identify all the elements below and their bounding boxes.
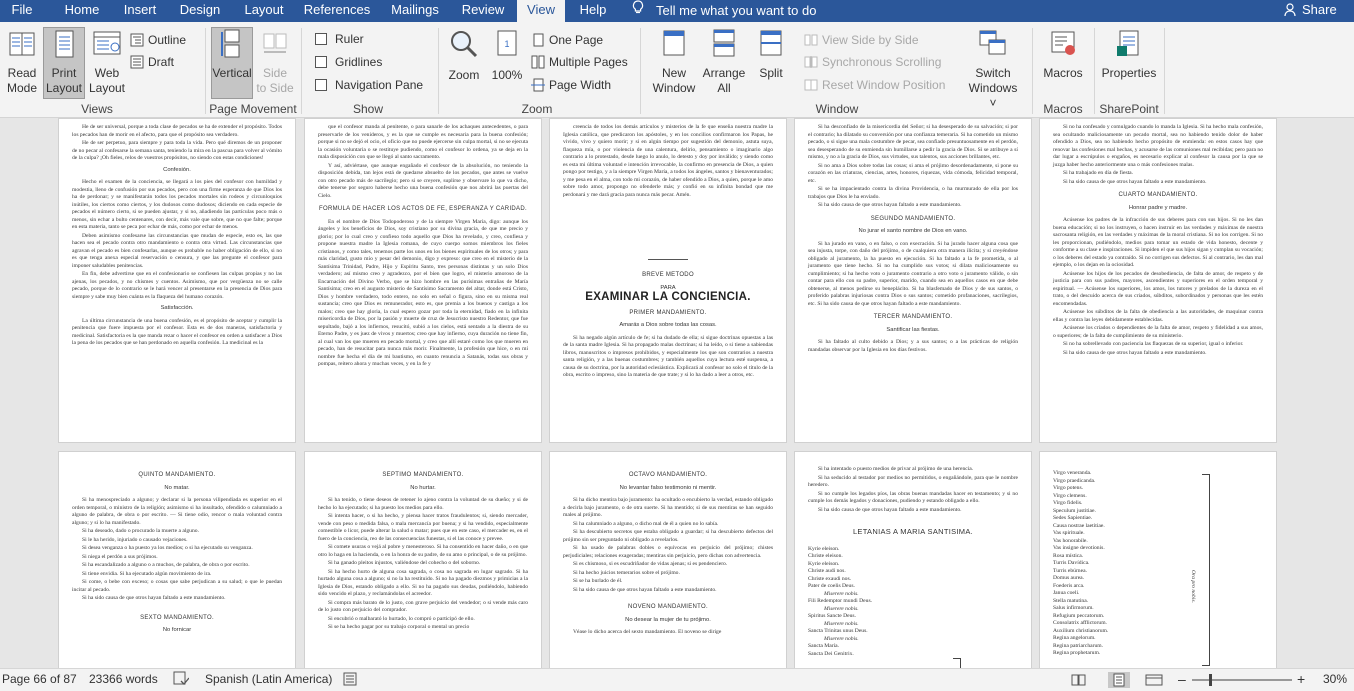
page-text: Si ha desconfiado de la misericordia del Señor; si ha desesperado de su salvación; si por el contrario; ha dilatado su conversión por una confianza temeraria. Si ha cometido un mismo pecado, o si sigue una mala costumbre de pecar, sea confiado presuntuosamente en el perdón, sea desesperando de su enmienda sin humillarse a pedir la gracia de Dios. Si se atribuye a sí mismo, y no a la gracia de Dios, sus virtudes, sus talentos, sus acciones brillantes, etc. Si no ama a Dios sobre todas las cosas; si ama el prójimo desordenadamente, si pone su corazón en las criaturas, ciencias, artes, honores, riquezas, vida cómoda, felicidad temporal, etc. Si se ha impacientado contra la divina Providencia, o ha murmurado de ella por los trabajos que Dios le ha enviado. Si ha sido causa de que otros hayan faltado a este mandamiento. SEGUNDO MANDAMIENTO. No jurar el santo nombre de Dios en vano. Si ha jurado en vano, o en falso, o con execración. Si ha jurado hacer alguna cosa que sea injusta, torpe, con daño del prójimo, o de cualquiera otra manera ilícita; y si creyéndose obligado al juramento, la ha puesto en ejecución. Si ha faltado a la fe prometida, o al juramento que tiene hecho. Si no ha cumplido sus votos; si dilata maliciosamente su cumplimiento; si ha hecho voto o juramento contrario a otro voto o juramento válido, o sin contar para ello con su padre, superior, marido, cuando sea en aquellos casos en que debe obtenerse, al menos pedirse su beneplácito. Si ha blasfemado de Dios y de sus santos, o proferido palabras injuriosas contra Dios o sus santos; cometido profanaciones, sacrilegios, etc. Si ha sido causa de que otros hayan faltado a este mandamiento. TERCER MANDAMIENTO. Santificar las fiestas. Si ha faltado al culto debido a Dios; y a sus santos; o a las prácticas de religión mandadas observar por la Iglesia en los días festivos.	[808, 124, 1018, 353]
zoom-slider[interactable]	[1192, 679, 1292, 681]
document-page[interactable]	[58, 451, 296, 668]
new-window-button[interactable]	[648, 28, 700, 100]
side-to-side-label-1: Side	[262, 66, 288, 80]
language-indicator[interactable]: Spanish (Latin America)	[205, 672, 333, 686]
zoom-out-icon[interactable]: –	[1178, 671, 1186, 687]
web-layout-view-icon[interactable]	[1143, 672, 1165, 688]
svg-text:1: 1	[504, 39, 510, 49]
read-mode-view-icon[interactable]	[1068, 672, 1090, 688]
tab-home[interactable]: Home	[64, 2, 100, 17]
divider	[438, 28, 439, 114]
page-text: que el confesor manda al penitente, o para sanarle de los achaques antecedentes, o para preservarle de los venideros, y es la que se cumple es necesaria para la buena confesión; porque si no se dejó el ocio, el oficio que no puede ejercerse sin culpa mortal, si no se ejecuta la ocasión voluntaria o se restituye pudiendo, como el confesor lo ordena, ya se deja en la mala disposición con que se llegó al santo sacramento. Y así, adviértase, que aunque engañado el confesor de la absolución, no teniendo la disposición debida, tan lejos está de quedarse absuelto de los pecados, que antes se vuelve con otro pecado más de sacrilegio; pero si se creyere, suplirse y observare lo que va dicho, debe tenerse por seguro haberse hecho una buena confesión que nos abrirá las puertas del Cielo. FORMULA DE HACER LOS ACTOS DE FE, ESPERANZA Y CARIDAD. En el nombre de Dios Todopoderoso y de la siempre Virgen María, digo: aunque los ángeles y los beneficios de Dios, soy cristiano por su divina gracia, de que me precio y glorio; por lo cual creo y confieso todo aquello que Dios ha revelado, y creo, confiesa y propone nuestra madre la Iglesia romana, de cuyo cuerpo somos miembros los fieles cristianos, y como tales, tenemos parte los unos en los bienes espirituales de los otros; y para más claridad, gusto mío y pesar del demonio, digo y expreso: que creo en el misterio de la Santísima Trinidad, Padre, Hijo y Espíritu Santo, tres personas distintas y un solo Dios verdadero; así mismo creo y agradezco, por el bien que logro, el misterio amoroso de la Encarnación del Divino Verbo, que se hizo hombre en las purísimas entrañas de María Santísima; creo en el augusto misterio de Santísimo Sacramento del altar, donde está Cristo, Dios y hombre verdadero, todo entero, no solo en señal o figura, sino en su misma real sustancia; creo que Dios es remunerador, esto es, que premia a los buenos y castiga a los malos; creo que hay gloria, la cual espero gozar por toda la eternidad, fiado en la infinita misericordia de Dios, por la pasión y muerte de cruz de Jesucristo nuestro Redentor, que fue sepultado, bajó a los infiernos, resucitó, subió a los cielos, está sentado a la diestra de su Eterno Padre, y es juez de vivos y muertos; creo que hay infierno, cuya duración no tiene fin, al cual van los que mueren en pecado mortal, y creo que allí estaré como los que mueren en pecado, han de resucitar para nunca más morir. Finalmente, la profesión que hice, o en mí nombre fue hecha el día de mi bautismo, en cuanto renuncia a Satanás, todas sus obras y pompas, reitero ahora y muchas veces, y en la fe y	[318, 124, 528, 367]
multiple-pages-icon	[531, 55, 545, 69]
view-side-by-side-label: View Side by Side	[822, 33, 919, 47]
draft-button[interactable]	[130, 52, 174, 72]
macros-button[interactable]	[1040, 28, 1086, 100]
arrange-all-button[interactable]	[700, 28, 748, 100]
multiple-pages-button[interactable]	[531, 52, 628, 72]
one-page-button[interactable]	[531, 30, 603, 50]
ora-pro-nobis-note: Ora pro nobis.	[1190, 570, 1196, 603]
properties-button[interactable]	[1100, 28, 1158, 100]
page-width-button[interactable]	[531, 75, 611, 95]
switch-windows-button[interactable]	[966, 28, 1020, 110]
arrange-all-icon	[700, 28, 748, 64]
print-layout-icon	[44, 28, 84, 64]
word-count[interactable]: 23366 words	[89, 672, 158, 686]
status-bar	[0, 668, 1354, 691]
tab-file[interactable]: File	[11, 2, 33, 17]
tab-references[interactable]: References	[303, 2, 371, 17]
gridlines-checkbox[interactable]	[315, 52, 382, 72]
litany-list: Kyrie eleison. Christe eleison. Kyrie eleison. Christe audi nos. Christe exaudi nos. Pater de coelis Deus. Miserere nobis. Fili Redemptor mundi Deus. Miserere nobis. Spiritus Sancte Deus. Miserere nobis. Sancta Trinitas unus Deus. Miserere nobis. Sancta María. Sancta Dei Genitrix.	[808, 545, 873, 657]
page-text: SEPTIMO MANDAMIENTO. No hurtar. Si ha tenido, o tiene deseos de retener lo ajeno contra la voluntad de su dueño; y si de hecho lo ha ejecutado; si ha puesto los medios para ello. Si intenta hacer, o si ha hecho, y piensa hacer tratos fraudulentos; si, siendo mercader, vende con peso o medida falsa, o mala mercancía por buena; y si ha vendido, especialmente comestible o licor, puede alterar la salud o matar; pues que en este caso, el mercader es, en el fuero de la conciencia, reo de las consecuencias funestas, si el las conoce y prevee. Si comete usuras o vejá al pobre y menesteroso. Si ha consentido en hacer daño, o en que otro lo haga en la hacienda, o en la honra de su padre, de su amo o principal, o de su prójimo. Si ha ganado pleitos injustos, valiéndose del cohecho o del soborno. Si ha hecho hurto de alguna cosa sagrada, o cosa no sagrada en lugar sagrado. Si ha hurtado alguna cosa a alguno; si no la ha restituido. Si no ha pagado diezmos y primicias a la Iglesia de Dios, estando obligado a ello. Si no ha pagado sus deudas, pudiéndolo, habiendo sido vencido el plazo, y reclamándolas el acreedor. Si compra más barato de lo justo, con grave perjuicio del vendedor; o si vende más caro de lo justo con perjuicio del comprador. Si encubrió o malbarató lo hurtado, lo compró o participó de ello. Si se ha hecho pagar por su trabajo corporal o mental un precio	[318, 472, 528, 630]
reset-window-position-button[interactable]	[804, 75, 945, 95]
show-group-label: Show	[352, 102, 384, 116]
divider	[301, 28, 302, 114]
tab-layout[interactable]: Layout	[244, 2, 284, 17]
divider	[1094, 28, 1095, 114]
gridlines-label: Gridlines	[335, 55, 383, 69]
macros-label: Macros	[1043, 66, 1083, 80]
tab-review[interactable]: Review	[461, 2, 505, 17]
zoom-group-label: Zoom	[521, 102, 553, 116]
split-label: Split	[759, 66, 783, 80]
document-page[interactable]	[1039, 451, 1277, 668]
tab-mailings[interactable]: Mailings	[391, 2, 439, 17]
tell-me-label: Tell me what you want to do	[656, 3, 817, 18]
side-to-side-icon	[256, 28, 294, 64]
ruler-checkbox[interactable]	[315, 29, 364, 49]
zoom-100-label: 100%	[491, 68, 523, 82]
document-page[interactable]	[1039, 118, 1277, 443]
document-page[interactable]	[794, 118, 1032, 443]
reset-window-position-label: Reset Window Position	[822, 78, 946, 92]
divider	[1164, 28, 1165, 114]
read-mode-label-1: Read	[7, 66, 37, 80]
print-layout-button[interactable]	[43, 27, 85, 99]
bracket	[1202, 474, 1210, 666]
page-text	[1053, 470, 1263, 658]
tab-help[interactable]: Help	[579, 2, 607, 17]
tab-view[interactable]: View	[517, 0, 565, 24]
zoom-100-icon	[489, 28, 525, 66]
page-text: creencia de todos los demás artículos y misterios de la fe que enseña nuestra madre la Iglesia católica, que predicaron los apóstoles, y en los concilios confirmaron los Papas, he vivido, vivo y quiero morir; y si en algún tiempo por sugestión del demonio, astuta suya, flaqueza mía, o por violencia de una calentura, delirio, pensamiento o imaginario algo contrario a lo protestado, desde luego lo anulo, lo detesto y doy por inválido; y siendo como es esta mi última voluntad e intención irrevocable, la confirmo en presencia de Dios, a quien pongo por testigo, y a la siempre Virgen María, a todos los ángeles, santos y bienaventurados; y me pesa en el alma, con todo mi corazón, de haber ofendido a Dios, a quien, porque le amo sobre todo amor, propongo no ofenderle más; y confió en su infinita bondad que me perdonará y me dará gracia para nunca más pecar. Amén. BREVE METODO PARA EXAMINAR LA CONCIENCIA. PRIMER MANDAMIENTO. Amarás a Dios sobre todas las cosas. Si ha negado algún artículo de fe; si ha dudado de ella; si sigue doctrinas opuestas a las de la santa madre Iglesia. Si ha propagado malas doctrinas; si ha leído, o si tiene a sabiendas libros, manuscritos o impresos prohibidos, y especialmente los que son contrarios a nuestra santa religión, y a las buenas costumbres; y también aquellos cuya lectura esté suspensa, a causa de su doctrina, por la autoridad eclesiástica. Explicará al confesor no solo el título de la obra, escrito o impreso, sino la materia de que trate; y si lo ha dado a leer a otros, etc.	[563, 124, 773, 378]
split-button[interactable]	[752, 28, 790, 100]
vertical-button[interactable]	[211, 27, 253, 99]
page-text: He de ser universal, porque a toda clase de pecados se ha de extender el propósito. Todos los pecados han de morir en el afecto, para que el propósito sea verdadero. He de ser perpetuo, para siempre y para toda la vida. Pero qué diremos de un proponer de no pecar al confesarse la semana santa, teniendo la mira en la pascua para volver al vómito de la culpa? ¡Oh fieles, relos de vuestros propósitos, no siendo con estas condiciones! Confesión. Hecho el examen de la conciencia, se llegará a los pies del confesor con humildad y modestia, lleno de confusión por sus pecados, pero con una firme esperanza de que Dios los ha de perdonar; y se manifestarán todos los pecados mortales sin rodeos y circunloquios inútiles, los ciertos como ciertos, y los dudosos como dudosos; diciendo en cada especie de pecados el número cierto, si se pueden ajustar, y si no, añadiendo las partículas poco más o menos, sin echar a bulto centenares, con decir, más vale que sobre, que no que falte; porque en esta materia, tanto se peca por echar de más, como por echar de menos. Deben asimismo confesarse las circunstancias que mudan de especie, esto es, las que hacen sea el pecado contra otro mandamiento o contra otra virtud. Las circunstancias que agravan el pecado es bien confesarlas, aunque es probable no haber obligación de ello, si no es que tenga anexa especial reservación o censura, y que las pregunte el confesor para imponer saludables penitencias. En fin, debe advertirse que en el confesionario se confiesen las culpas propias y no las ajenas, los pecados, y no chismes y cuentos. Asimismo, que por vergüenza no se calle pecado, porque de lo contrario se le hará vencer al presentarse en la presencia de Dios para siempre y sabe muy bien cuánta es la flaqueza del humano corazón. Satisfacción. La última circunstancia de una buena confesión, es el propósito de aceptar y cumplir la penitencia que fuere impuesta por el confesor. Esta es de dos maneras, satisfactoria y medicinal. Satisfactoria es la que manda rezar o hacer el confesor en orden a satisfacer a Dios la pena de los pecados que se han perdonado en aquella confesión. La medicinal es la	[72, 124, 282, 346]
person-icon	[1284, 2, 1298, 22]
arrange-all-label-1: Arrange	[702, 66, 746, 80]
macros-icon	[1040, 28, 1086, 64]
divider	[1032, 28, 1033, 114]
print-layout-label-2: Layout	[45, 81, 83, 95]
switch-windows-icon	[966, 28, 1020, 64]
one-page-icon	[531, 33, 545, 47]
outline-icon	[130, 33, 144, 47]
new-window-label-1: New	[661, 66, 686, 80]
ribbon-tab-bar	[0, 0, 1354, 22]
zoom-level[interactable]: 30%	[1323, 672, 1348, 686]
bracket	[953, 658, 961, 668]
draft-icon	[130, 55, 144, 69]
multiple-pages-label: Multiple Pages	[549, 55, 628, 69]
vertical-icon	[212, 28, 252, 64]
new-window-label-2: Window	[652, 81, 696, 95]
zoom-button[interactable]	[444, 28, 484, 100]
synchronous-scrolling-label: Synchronous Scrolling	[822, 55, 942, 69]
document-page[interactable]	[549, 451, 787, 668]
lightbulb-icon	[630, 0, 646, 21]
web-layout-icon	[88, 28, 126, 64]
views-group-label: Views	[81, 102, 113, 116]
properties-icon	[1100, 28, 1158, 64]
sync-scroll-icon	[804, 55, 818, 69]
vertical-label: Vertical	[212, 66, 252, 80]
view-side-by-side-button[interactable]	[804, 30, 919, 50]
side-to-side-label-2: to Side	[256, 81, 294, 95]
macros-group-label: Macros	[1043, 102, 1083, 116]
synchronous-scrolling-button[interactable]	[804, 52, 941, 72]
document-page[interactable]	[304, 118, 542, 443]
page-text: Si no ha confesado y comulgado cuando lo manda la Iglesia. Si ha hecho mala confesión, sea ocultando maliciosamente un pecado mortal, sea no habiendo tenido dolor de haber ofendido a Dios, sea no habiendo hecho propósito de enmienda: en estos casos hay que renovar las confesiones mal hechas, y acusarse de las comuniones mal recibidas; pero para no dar lugar a escrúpulos o engaños, es necesario explicar al confesor la causa por la que se juzga haber hecho anteriormente una o más confesiones malas. Si ha trabajado en día de fiesta. Si ha sido causa de que otros hayan faltado a este mandamiento. CUARTO MANDAMIENTO. Honrar padre y madre. Acúsense los padres de la infracción de sus deberes para con sus hijos. Si no les dan buena educación; si no los instruyen, o hacen instruir en las verdades y máximas de nuestra sacrosanta religión, en las verdades y máximas de la moral cristiana. Si no los corrigen. Si no les proporcionan, pudiéndolo, medios para tomar un estado de vida honesto, decente y conforme a su clase e inspiraciones. Si impiden el que sus hijos sigan y cumplan su vocación; o los deberes del estado ya contraído. Si no corrigen sus defectos. Si al contrario, les dan mal ejemplo, o los dejan en la ociosidad. Acúsense los hijos de los pecados de desobediencia, de falta de amor, de respeto y de justicia para con sus padres, mayores, ascendientes y superiores en el orden temporal y espiritual. — Acúsense los superiores, los amos, los tutores y prelados de la dureza en el trato, o del descuido acerca de sus criados, súbditos, subordinados y personas que les estén encomendadas. Acúsense los súbditos de la falta de obediencia a las autoridades, de maquinar contra ellas y contra las leyes debidamente establecidas. Acúsense los criados o dependientes de la falta de amor, respeto y fidelidad a sus amos, o superiores; de la falta de cumplimiento de su ministerio. Si no ha sobrellevado con paciencia las flaquezas de su superior, igual o inferior. Si ha sido causa de que otros hayan faltado a este mandamiento.	[1053, 124, 1263, 356]
outline-label: Outline	[148, 33, 187, 47]
web-layout-label-2: Layout	[88, 81, 126, 95]
outline-button[interactable]	[130, 30, 186, 50]
zoom-in-icon[interactable]: +	[1297, 671, 1306, 687]
litany-list: Virgo veneranda. Virgo praedicanda. Virgo potens. Virgo clemens. Virgo fidelis. Speculum justitiae. Sedes Sapientiae. Causa nostrae laetitiae. Vas spirituale. Vas honorabile. Vas insigne devotionis. Rosa mística. Turris Davídica. Turris ebúrnea. Domus aurea. Foederis arca. Janua coeli. Stella matutina. Salus infirmorum. Refugium peccatorum. Consolatrix afflictorum. Auxilium christianorum. Regina angelorum. Regina patriarcharum. Regina prophetarum.	[1053, 470, 1109, 656]
accessibility-icon[interactable]	[343, 669, 357, 691]
navigation-pane-label: Navigation Pane	[335, 78, 424, 92]
split-icon	[752, 28, 790, 64]
read-mode-button[interactable]	[2, 28, 42, 100]
ribbon	[0, 22, 1354, 118]
zoom-100-button[interactable]	[489, 28, 525, 100]
read-mode-label-2: Mode	[6, 81, 38, 95]
share-label: Share	[1302, 2, 1337, 17]
ruler-label: Ruler	[335, 32, 364, 46]
document-page[interactable]	[304, 451, 542, 668]
magnifier-icon	[444, 28, 484, 66]
page-width-icon	[531, 78, 545, 92]
tab-design[interactable]: Design	[179, 2, 221, 17]
tab-insert[interactable]: Insert	[123, 2, 157, 17]
new-window-icon	[648, 28, 700, 64]
one-page-label: One Page	[549, 33, 604, 47]
web-layout-button[interactable]	[88, 28, 126, 100]
page-text: QUINTO MANDAMIENTO. No matar. Si ha menospreciado a alguno; y declarar si la persona vilipendiada es superior en el orden temporal, o ministro de la religión; asimismo si ha insultado, ofendido o calumniado a alguno de palabra, de obra o por escrito. — Si tiene odio, rencor o mala voluntad contra alguno; y si lo ha manifestado. Si ha deseado, dado o procurado la muerte a alguno. Si le ha herido, injuriado o causado vejaciones. Si desea venganza o ha puesto ya los medios; o si ha ejecutado su venganza. Si niega el perdón a sus prójimos. Si ha escandalizado a alguno o a muchos, de palabra, de obra o por escrito. Si tiene envidia. Si ha ejecutado algún movimiento de ira. Si come, o bebe con exceso; o cosas que sabe perjudican a su salud; o que le puedan incitar al pecado. Si ha sido causa de que otros hayan faltado a este mandamiento. SEXTO MANDAMIENTO. No fornicar	[72, 472, 282, 633]
switch-windows-label-2: Windows ˅	[968, 81, 1018, 110]
arrange-all-label-2: All	[717, 81, 731, 95]
checkbox-icon	[315, 79, 327, 91]
share-button[interactable]	[1284, 0, 1337, 22]
checkbox-icon	[315, 56, 327, 68]
navigation-pane-checkbox[interactable]	[315, 75, 423, 95]
read-mode-icon	[2, 28, 42, 64]
switch-windows-label-1: Switch	[975, 66, 1011, 80]
document-page[interactable]	[58, 118, 296, 443]
page-text: OCTAVO MANDAMIENTO. No levantar falso testimonio ni mentir. Si ha dicho mentira bajo juramento: ha ocultado o encubierto la verdad, estando obligado a decirla bajo juramento, o de otra suerte. Si ha mentido; si de sus mentiras se han seguido males al prójimo. Si ha calumniado a alguno, o dicho mal de él a quien no lo sabía. Si ha descubierto secretos que estaba obligado a guardar; si ha descubierto defectos del prójimo sin ser preguntado ni obligado a revelarlos. Si ha usado de palabras dobles o equívocas en perjuicio del prójimo; chistes perjudiciales; relaciones exageradas; mentiras sin perjuicio, pero dichas con advertencia. Si es chismoso, si es escudriñador de vidas ajenas; si es pendenciero. Si ha hecho juicios temerarios sobre el prójimo. Si se ha burlado de él. Si ha sido causa de que otros hayan faltado a este mandamiento. NOVENO MANDAMIENTO. No desear la mujer de tu prójimo. Véase lo dicho acerca del sexto mandamiento. El noveno se dirige	[563, 472, 773, 635]
zoom-label: Zoom	[448, 68, 480, 82]
page-text: Si ha intentado o puesto medios de privar al prójimo de una herencia. Si ha seducido al testador por medios no permitidos, o engañándole, para que le nombre heredero. Si no cumple los legados píos, las obras buenas mandadas hacer en testamento; y si no cumple los demás legados y donaciones, pudiendo y estando obligado a ello. Si ha sido causa de que otros hayan faltado a este mandamiento. LETANIAS A MARIA SANTISIMA. Kyrie eleison. Christe eleison. Kyrie eleison. Christe audi nos. Christe exaudi nos. Pater de coelis Deus. Miserere nobis. Fili Redemptor mundi Deus. Miserere nobis. Spiritus Sancte Deus. Miserere nobis. Sancta Trinitas unus Deus. Miserere nobis. Sancta María. Sancta Dei Genitrix.	[808, 466, 1018, 657]
web-layout-label-1: Web	[94, 66, 120, 80]
document-area[interactable]	[0, 118, 1354, 668]
print-layout-view-icon[interactable]	[1108, 672, 1130, 688]
zoom-slider-thumb[interactable]	[1209, 674, 1212, 686]
sharepoint-group-label: SharePoint	[1099, 102, 1159, 116]
page-movement-group-label: Page Movement	[209, 102, 297, 116]
divider	[648, 259, 688, 260]
divider	[640, 28, 641, 114]
proofing-icon[interactable]	[173, 669, 189, 691]
page-width-label: Page Width	[549, 78, 612, 92]
side-by-side-icon	[804, 33, 818, 47]
divider	[205, 28, 206, 114]
window-group-label: Window	[815, 102, 859, 116]
draft-label: Draft	[148, 55, 175, 69]
tell-me-search[interactable]	[630, 0, 816, 22]
reset-window-icon	[804, 78, 818, 92]
document-page[interactable]	[549, 118, 787, 443]
print-layout-label-1: Print	[51, 66, 77, 80]
properties-label: Properties	[1101, 66, 1157, 80]
checkbox-icon	[315, 33, 327, 45]
page-count[interactable]: Page 66 of 87	[2, 672, 77, 686]
document-page[interactable]	[794, 451, 1032, 668]
side-to-side-button[interactable]	[256, 28, 294, 100]
